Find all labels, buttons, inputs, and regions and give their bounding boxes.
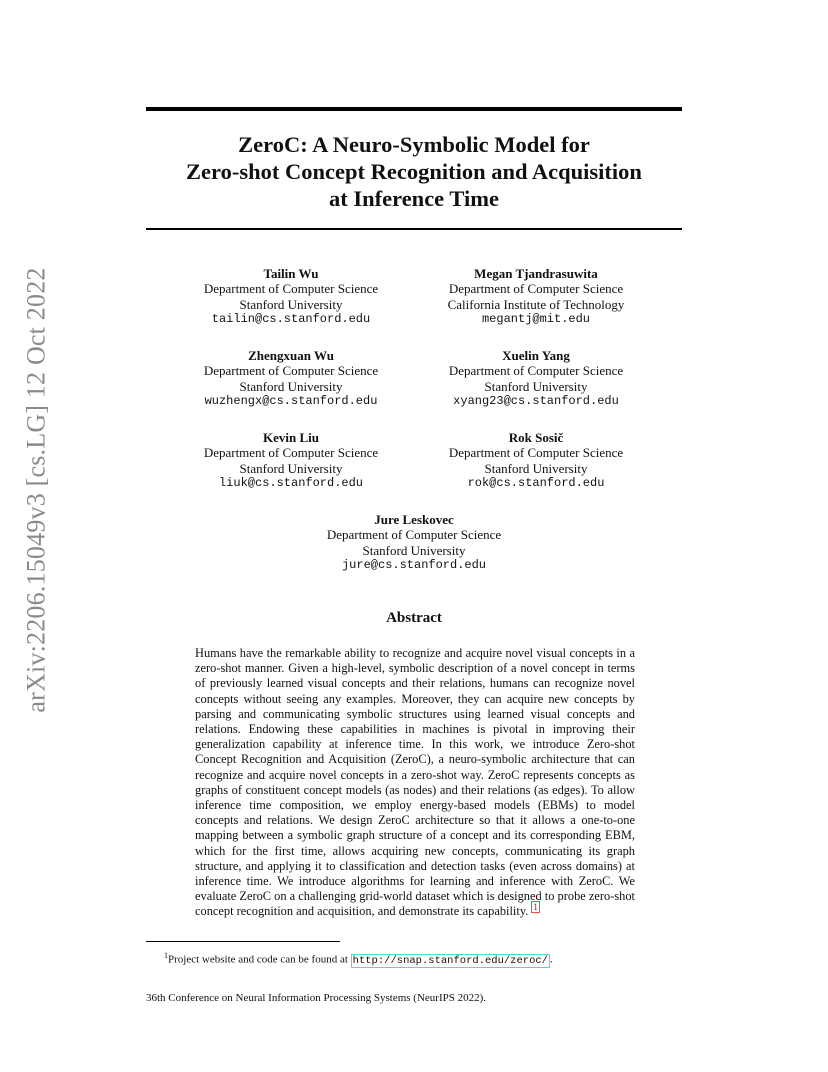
author-university: Stanford University — [239, 460, 343, 476]
author-affiliation: Department of Computer Science — [326, 527, 502, 543]
author-name: Jure Leskovec — [374, 512, 454, 527]
author-block — [406, 430, 666, 491]
author-name: Zhengxuan Wu — [248, 348, 334, 363]
author-block — [161, 348, 421, 409]
author-university: Stanford University — [484, 460, 588, 476]
title-line-1: ZeroC: A Neuro-Symbolic Model for — [238, 132, 590, 157]
author-university: California Institute of Technology — [447, 296, 625, 312]
paper-title — [146, 131, 682, 212]
title-bottom-rule — [146, 228, 682, 230]
author-affiliation: Department of Computer Science — [448, 363, 624, 379]
author-affiliation: Department of Computer Science — [448, 445, 624, 461]
footnote — [146, 949, 686, 968]
title-line-2: Zero-shot Concept Recognition and Acquisition — [186, 159, 642, 184]
author-affiliation: Department of Computer Science — [203, 445, 379, 461]
author-block — [161, 430, 421, 491]
author-block — [161, 266, 421, 327]
footnote-link[interactable]: 1 — [533, 902, 538, 913]
author-name: Megan Tjandrasuwita — [474, 266, 598, 281]
abstract-body — [195, 646, 635, 920]
author-email[interactable]: megantj@mit.edu — [481, 311, 591, 326]
title-top-rule — [146, 107, 682, 111]
arxiv-stamp[interactable] — [20, 267, 54, 713]
author-university: Stanford University — [484, 378, 588, 394]
author-university: Stanford University — [362, 542, 466, 558]
arxiv-stamp-text: arXiv:2206.15049v3 [cs.LG] 12 Oct 2022 — [22, 267, 52, 713]
project-url-link[interactable]: http://snap.stanford.edu/zeroc/ — [352, 954, 548, 967]
author-email[interactable]: jure@cs.stanford.edu — [341, 557, 487, 572]
abstract-heading: Abstract — [386, 610, 442, 626]
author-name: Xuelin Yang — [502, 348, 570, 363]
author-affiliation: Department of Computer Science — [448, 281, 624, 297]
author-name: Tailin Wu — [263, 266, 319, 281]
author-email[interactable]: tailin@cs.stanford.edu — [211, 311, 371, 326]
footnote-mark: 1 — [164, 951, 168, 960]
venue-note: 36th Conference on Neural Information Processing Systems (NeurIPS 2022). — [146, 992, 487, 1004]
author-name: Rok Sosič — [508, 430, 564, 445]
author-block — [284, 512, 544, 573]
author-name: Kevin Liu — [263, 430, 319, 445]
author-email[interactable]: rok@cs.stanford.edu — [467, 475, 605, 490]
author-block — [406, 348, 666, 409]
author-email[interactable]: xyang23@cs.stanford.edu — [453, 393, 619, 408]
title-line-3: at Inference Time — [329, 186, 499, 211]
footnote-rule — [146, 941, 340, 942]
footnote-end: . — [550, 953, 553, 966]
author-block — [406, 266, 666, 327]
author-affiliation: Department of Computer Science — [203, 363, 379, 379]
author-affiliation: Department of Computer Science — [203, 281, 379, 297]
author-university: Stanford University — [239, 378, 343, 394]
author-email[interactable]: liuk@cs.stanford.edu — [218, 475, 364, 490]
footnote-text: Project website and code can be found at — [168, 953, 351, 966]
abstract-text: Humans have the remarkable ability to recognize and acquire novel visual concepts in a zero-shot manner. Given a high-level, symbolic description of a novel concept in terms of previously learned visual concepts and their relations, humans can recognize novel concepts without seeing any examples. Moreover, they can acquire new concepts by parsing and communicating symbolic structures using learned visual concepts and relations. Endowing these capabilities in machines is pivotal in improving their generalization capability at inference time. In this work, we introduce Zero-shot Concept Recognition and Acquisition (ZeroC), a neuro-symbolic architecture that can recognize and acquire novel concepts in a zero-shot way. ZeroC represents concepts as graphs of constituent concept models (as nodes) and their relations (as edges). To allow inference time composition, we employ energy-based models (EBMs) to model concepts and relations. We design ZeroC architecture so that it allows a one-to-one mapping between a symbolic graph structure of a concept and its corresponding EBM, which for the first time, allows acquiring new concepts, communicating its graph structure, and applying it to classification and detection tasks (even across domains) at inference time. We introduce algorithms for learning and inference with ZeroC. We evaluate ZeroC on a challenging grid-world dataset which is designed to probe zero-shot concept recognition and acquisition, and demonstrate its capability. — [195, 646, 635, 919]
author-university: Stanford University — [239, 296, 343, 312]
author-email[interactable]: wuzhengx@cs.stanford.edu — [204, 393, 378, 408]
